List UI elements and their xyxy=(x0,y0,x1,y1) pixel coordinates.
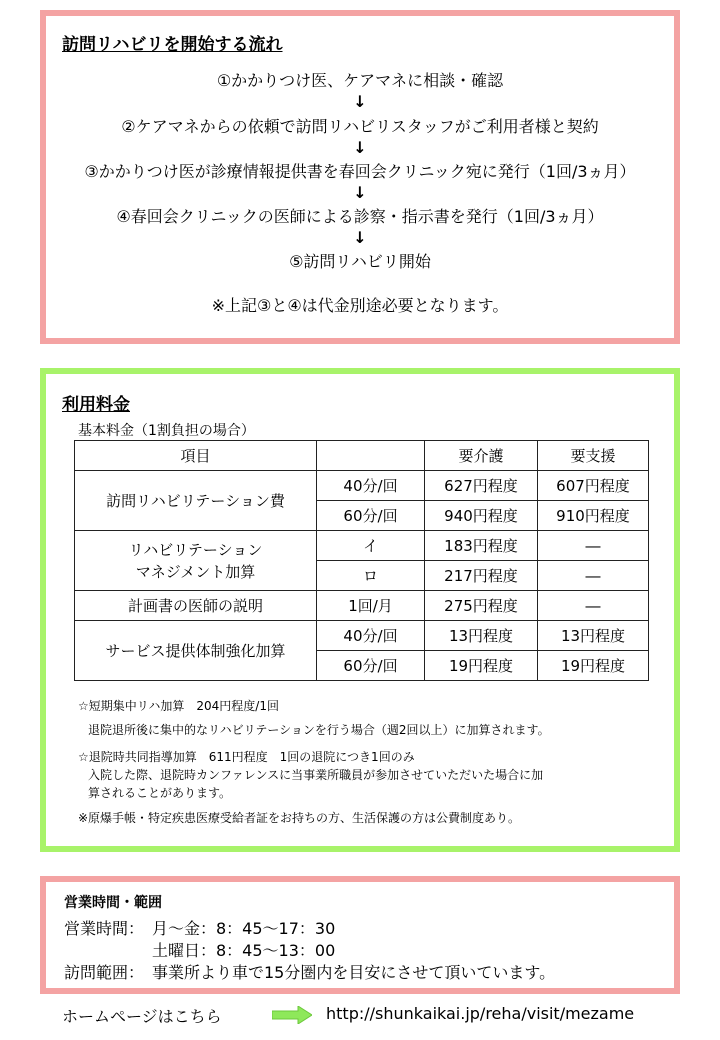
row-unit: 40分/回 xyxy=(317,621,425,651)
fees-title: 利用料金 xyxy=(62,395,130,415)
right-arrow-icon xyxy=(272,1006,312,1024)
note-short-term-detail: 退院退所後に集中的なリハビリテーションを行う場合（週2回以上）に加算されます。 xyxy=(88,723,550,737)
flow-step-3: ③かかりつけ医が診療情報提供書を春回会クリニック宛に発行（1回/3ヵ月） xyxy=(84,162,636,181)
flow-note: ※上記③と④は代金別途必要となります。 xyxy=(211,296,509,315)
row-unit: ロ xyxy=(317,561,425,591)
table-row xyxy=(75,471,649,501)
row-support: ― xyxy=(538,531,649,561)
hours-weekday: 月～金：8：45～17：30 xyxy=(152,919,336,938)
row-care: 19円程度 xyxy=(425,651,538,681)
table-row xyxy=(75,591,649,621)
row-support: 13円程度 xyxy=(538,621,649,651)
row-unit: 1回/月 xyxy=(317,591,425,621)
row-unit: イ xyxy=(317,531,425,561)
row-item: 計画書の医師の説明 xyxy=(75,591,317,621)
header-support: 要支援 xyxy=(538,441,649,471)
header-unit xyxy=(317,441,425,471)
row-unit: 40分/回 xyxy=(317,471,425,501)
row-support: ― xyxy=(538,591,649,621)
flow-step-2: ②ケアマネからの依頼で訪問リハビリスタッフがご利用者様と契約 xyxy=(121,117,599,136)
row-care: 940円程度 xyxy=(425,501,538,531)
header-item: 項目 xyxy=(75,441,317,471)
note-public-funding: ※原爆手帳・特定疾患医療受給者証をお持ちの方、生活保護の方は公費制度あり。 xyxy=(78,811,521,825)
homepage-label: ホームページはこちら xyxy=(62,1007,222,1026)
row-support: ― xyxy=(538,561,649,591)
down-arrow-icon: ↓ xyxy=(353,92,367,111)
hours-label: 営業時間： xyxy=(64,919,145,938)
note-short-term: ☆短期集中リハ加算 204円程度/1回 xyxy=(78,699,279,713)
hours-title: 営業時間・範囲 xyxy=(64,895,162,911)
note-discharge-detail-2: 算されることがあります。 xyxy=(88,786,232,800)
table-row xyxy=(75,531,649,561)
row-support: 19円程度 xyxy=(538,651,649,681)
row-care: 275円程度 xyxy=(425,591,538,621)
table-row xyxy=(75,621,649,651)
row-item xyxy=(75,531,317,591)
note-discharge-detail-1: 入院した際、退院時カンファレンスに当事業所職員が参加させていただいた場合に加 xyxy=(88,768,544,782)
flow-title: 訪問リハビリを開始する流れ xyxy=(62,35,283,55)
row-care: 627円程度 xyxy=(425,471,538,501)
row-support: 910円程度 xyxy=(538,501,649,531)
row-unit: 60分/回 xyxy=(317,651,425,681)
row-care: 13円程度 xyxy=(425,621,538,651)
flow-step-1: ①かかりつけ医、ケアマネに相談・確認 xyxy=(216,71,504,90)
homepage-link[interactable]: http://shunkaikai.jp/reha/visit/mezame xyxy=(326,1004,635,1023)
row-item-line-2: マネジメント加算 xyxy=(135,562,256,581)
row-item-line-1: リハビリテーション xyxy=(128,540,263,559)
fees-section xyxy=(40,368,680,852)
row-support: 607円程度 xyxy=(538,471,649,501)
area-text: 事業所より車で15分圏内を目安にさせて頂いています。 xyxy=(152,963,556,982)
row-unit: 60分/回 xyxy=(317,501,425,531)
fee-table xyxy=(74,440,649,681)
row-item: 訪問リハビリテーション費 xyxy=(75,471,317,531)
header-care: 要介護 xyxy=(425,441,538,471)
flow-step-4: ④春回会クリニックの医師による診察・指示書を発行（1回/3ヵ月） xyxy=(116,207,604,226)
down-arrow-icon: ↓ xyxy=(353,183,367,202)
row-care: 217円程度 xyxy=(425,561,538,591)
fees-subtitle: 基本料金（1割負担の場合） xyxy=(78,423,255,439)
area-label: 訪問範囲： xyxy=(64,963,145,982)
down-arrow-icon: ↓ xyxy=(353,228,367,247)
row-care: 183円程度 xyxy=(425,531,538,561)
note-discharge: ☆退院時共同指導加算 611円程度 1回の退院につき1回のみ xyxy=(78,750,415,764)
down-arrow-icon: ↓ xyxy=(353,138,367,157)
flow-section xyxy=(40,10,680,344)
table-header-row xyxy=(75,441,649,471)
hours-saturday: 土曜日：8：45～13：00 xyxy=(152,941,336,960)
hours-section xyxy=(40,876,680,994)
row-item: サービス提供体制強化加算 xyxy=(75,621,317,681)
flow-step-5: ⑤訪問リハビリ開始 xyxy=(289,252,431,271)
